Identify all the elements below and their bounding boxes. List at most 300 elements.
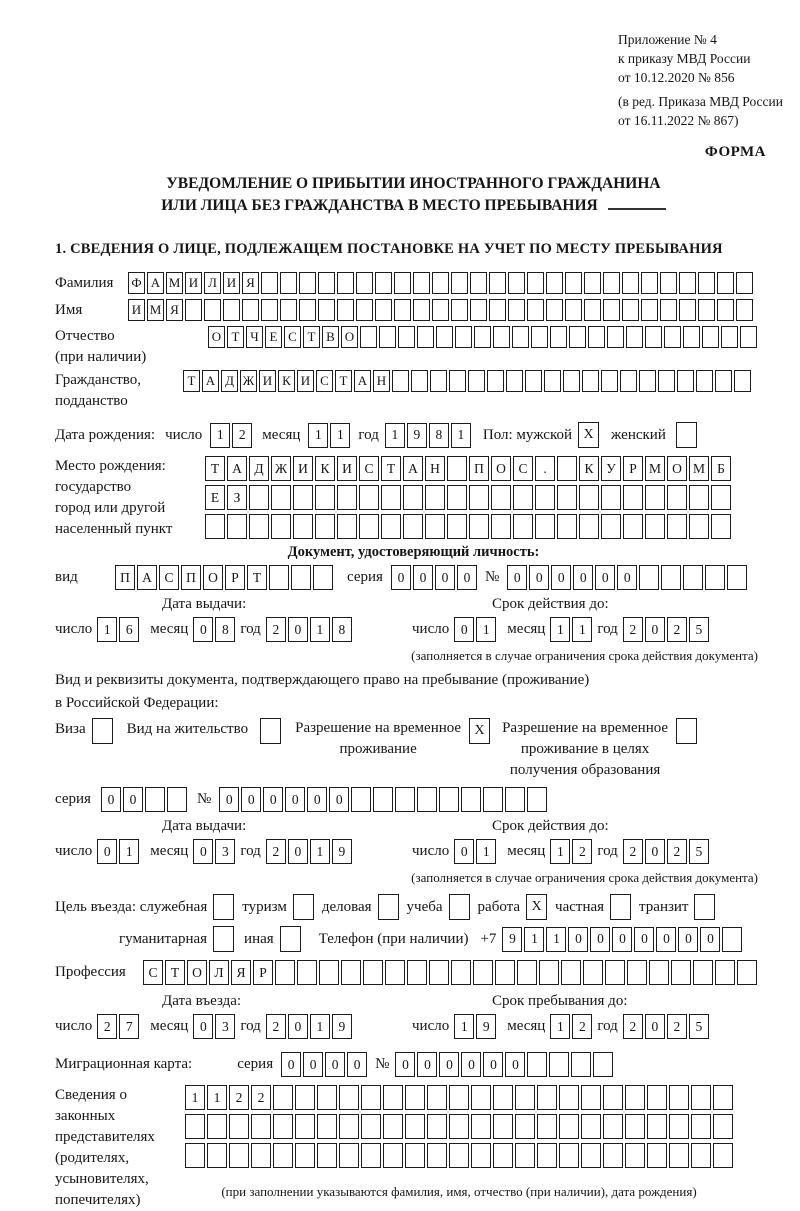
char-cell[interactable] <box>361 1114 381 1139</box>
char-cell[interactable] <box>469 514 489 539</box>
char-cell[interactable] <box>669 1143 689 1168</box>
char-cell[interactable]: 0 <box>193 617 213 642</box>
char-cell[interactable] <box>669 1114 689 1139</box>
char-cell[interactable]: Т <box>335 370 352 392</box>
char-cell[interactable] <box>549 1052 569 1077</box>
char-cell[interactable]: И <box>293 456 313 481</box>
char-cell[interactable] <box>493 326 510 348</box>
char-cell[interactable]: 0 <box>457 565 477 590</box>
char-cell[interactable]: 0 <box>590 927 610 952</box>
char-cell[interactable] <box>603 1114 623 1139</box>
char-cell[interactable]: 0 <box>391 565 411 590</box>
char-cell[interactable] <box>315 485 335 510</box>
char-cell[interactable] <box>721 326 738 348</box>
char-cell[interactable]: 0 <box>219 787 239 812</box>
char-cell[interactable] <box>667 514 687 539</box>
char-cell[interactable] <box>722 927 742 952</box>
char-cell[interactable] <box>557 514 577 539</box>
checkbox-cell[interactable] <box>610 894 631 920</box>
char-cell[interactable] <box>565 272 582 294</box>
char-cell[interactable] <box>204 299 221 321</box>
char-cell[interactable] <box>427 1085 447 1110</box>
char-cell[interactable] <box>493 1114 513 1139</box>
char-cell[interactable] <box>679 299 696 321</box>
char-cell[interactable] <box>683 326 700 348</box>
char-cell[interactable] <box>470 272 487 294</box>
char-cell[interactable] <box>383 1085 403 1110</box>
char-cell[interactable] <box>713 1085 733 1110</box>
char-cell[interactable] <box>339 1085 359 1110</box>
checkbox-cell[interactable] <box>449 894 470 920</box>
char-cell[interactable] <box>493 1085 513 1110</box>
char-cell[interactable] <box>647 1143 667 1168</box>
char-cell[interactable] <box>405 1143 425 1168</box>
char-cell[interactable] <box>601 514 621 539</box>
char-cell[interactable]: М <box>166 272 183 294</box>
char-cell[interactable] <box>625 1143 645 1168</box>
char-cell[interactable] <box>645 485 665 510</box>
char-cell[interactable] <box>493 1143 513 1168</box>
char-cell[interactable] <box>356 272 373 294</box>
char-cell[interactable]: Я <box>166 299 183 321</box>
char-cell[interactable] <box>557 456 577 481</box>
char-cell[interactable] <box>702 326 719 348</box>
char-cell[interactable]: 9 <box>332 839 352 864</box>
char-cell[interactable] <box>185 1143 205 1168</box>
char-cell[interactable] <box>271 514 291 539</box>
char-cell[interactable] <box>271 485 291 510</box>
char-cell[interactable] <box>537 1114 557 1139</box>
char-cell[interactable] <box>261 272 278 294</box>
char-cell[interactable] <box>398 326 415 348</box>
char-cell[interactable]: 0 <box>347 1052 367 1077</box>
char-cell[interactable]: А <box>227 456 247 481</box>
char-cell[interactable]: Д <box>221 370 238 392</box>
char-cell[interactable] <box>689 514 709 539</box>
char-cell[interactable] <box>715 960 735 985</box>
char-cell[interactable] <box>145 787 165 812</box>
char-cell[interactable] <box>623 514 643 539</box>
char-cell[interactable] <box>461 787 481 812</box>
char-cell[interactable] <box>381 514 401 539</box>
char-cell[interactable]: 0 <box>303 1052 323 1077</box>
char-cell[interactable] <box>622 272 639 294</box>
char-cell[interactable] <box>515 1143 535 1168</box>
char-cell[interactable] <box>339 1143 359 1168</box>
char-cell[interactable] <box>537 1143 557 1168</box>
char-cell[interactable] <box>508 299 525 321</box>
char-cell[interactable] <box>711 485 731 510</box>
char-cell[interactable] <box>691 1085 711 1110</box>
char-cell[interactable] <box>525 370 542 392</box>
char-cell[interactable]: 0 <box>617 565 637 590</box>
char-cell[interactable]: 3 <box>215 839 235 864</box>
char-cell[interactable]: 2 <box>229 1085 249 1110</box>
char-cell[interactable]: 0 <box>551 565 571 590</box>
char-cell[interactable] <box>581 1114 601 1139</box>
char-cell[interactable]: М <box>689 456 709 481</box>
char-cell[interactable]: 9 <box>407 423 427 448</box>
char-cell[interactable] <box>581 1085 601 1110</box>
char-cell[interactable]: О <box>667 456 687 481</box>
char-cell[interactable]: 2 <box>251 1085 271 1110</box>
char-cell[interactable] <box>432 272 449 294</box>
char-cell[interactable]: 5 <box>689 839 709 864</box>
char-cell[interactable]: С <box>284 326 301 348</box>
char-cell[interactable] <box>641 299 658 321</box>
char-cell[interactable]: И <box>185 272 202 294</box>
char-cell[interactable] <box>425 514 445 539</box>
char-cell[interactable] <box>317 1143 337 1168</box>
char-cell[interactable]: Т <box>183 370 200 392</box>
char-cell[interactable] <box>669 1085 689 1110</box>
char-cell[interactable]: 1 <box>454 1014 474 1039</box>
char-cell[interactable] <box>451 272 468 294</box>
char-cell[interactable]: 2 <box>667 839 687 864</box>
char-cell[interactable]: Р <box>623 456 643 481</box>
char-cell[interactable] <box>381 485 401 510</box>
char-cell[interactable]: Б <box>711 456 731 481</box>
char-cell[interactable] <box>205 514 225 539</box>
char-cell[interactable]: А <box>137 565 157 590</box>
char-cell[interactable]: 0 <box>656 927 676 952</box>
char-cell[interactable]: . <box>535 456 555 481</box>
char-cell[interactable]: 1 <box>524 927 544 952</box>
char-cell[interactable] <box>622 299 639 321</box>
checkbox-cell[interactable] <box>280 926 301 952</box>
char-cell[interactable] <box>273 1114 293 1139</box>
char-cell[interactable]: 2 <box>266 1014 286 1039</box>
char-cell[interactable] <box>626 326 643 348</box>
char-cell[interactable] <box>223 299 240 321</box>
char-cell[interactable] <box>506 370 523 392</box>
char-cell[interactable] <box>491 485 511 510</box>
char-cell[interactable] <box>269 565 289 590</box>
char-cell[interactable] <box>351 787 371 812</box>
char-cell[interactable]: А <box>354 370 371 392</box>
char-cell[interactable]: И <box>259 370 276 392</box>
char-cell[interactable]: А <box>147 272 164 294</box>
char-cell[interactable] <box>273 1143 293 1168</box>
char-cell[interactable]: 1 <box>451 423 471 448</box>
char-cell[interactable]: 0 <box>263 787 283 812</box>
checkbox-cell[interactable] <box>676 718 697 744</box>
char-cell[interactable] <box>658 370 675 392</box>
char-cell[interactable] <box>565 299 582 321</box>
char-cell[interactable] <box>447 456 467 481</box>
char-cell[interactable] <box>469 485 489 510</box>
char-cell[interactable] <box>645 326 662 348</box>
char-cell[interactable] <box>557 485 577 510</box>
char-cell[interactable] <box>474 326 491 348</box>
char-cell[interactable] <box>664 326 681 348</box>
char-cell[interactable]: 0 <box>439 1052 459 1077</box>
char-cell[interactable] <box>337 514 357 539</box>
char-cell[interactable] <box>411 370 428 392</box>
char-cell[interactable]: Е <box>265 326 282 348</box>
char-cell[interactable] <box>713 1143 733 1168</box>
char-cell[interactable] <box>734 370 751 392</box>
char-cell[interactable]: 1 <box>185 1085 205 1110</box>
char-cell[interactable] <box>601 370 618 392</box>
char-cell[interactable] <box>677 370 694 392</box>
char-cell[interactable] <box>740 326 757 348</box>
char-cell[interactable] <box>539 960 559 985</box>
char-cell[interactable]: 0 <box>395 1052 415 1077</box>
char-cell[interactable] <box>527 1052 547 1077</box>
char-cell[interactable]: 1 <box>385 423 405 448</box>
char-cell[interactable] <box>546 272 563 294</box>
char-cell[interactable]: Т <box>247 565 267 590</box>
char-cell[interactable] <box>361 1085 381 1110</box>
char-cell[interactable] <box>251 1143 271 1168</box>
char-cell[interactable]: 2 <box>97 1014 117 1039</box>
char-cell[interactable] <box>356 299 373 321</box>
char-cell[interactable] <box>727 565 747 590</box>
char-cell[interactable] <box>691 1114 711 1139</box>
char-cell[interactable] <box>487 370 504 392</box>
char-cell[interactable] <box>297 960 317 985</box>
checkbox-cell[interactable] <box>293 894 314 920</box>
char-cell[interactable]: 0 <box>329 787 349 812</box>
char-cell[interactable]: 0 <box>568 927 588 952</box>
char-cell[interactable] <box>403 514 423 539</box>
char-cell[interactable] <box>582 370 599 392</box>
char-cell[interactable]: 1 <box>550 617 570 642</box>
char-cell[interactable] <box>489 272 506 294</box>
char-cell[interactable] <box>359 485 379 510</box>
char-cell[interactable] <box>512 326 529 348</box>
char-cell[interactable] <box>698 299 715 321</box>
char-cell[interactable]: 1 <box>572 617 592 642</box>
char-cell[interactable]: 2 <box>232 423 252 448</box>
char-cell[interactable] <box>207 1143 227 1168</box>
char-cell[interactable] <box>185 1114 205 1139</box>
checkbox-cell[interactable] <box>378 894 399 920</box>
char-cell[interactable] <box>167 787 187 812</box>
char-cell[interactable]: П <box>115 565 135 590</box>
char-cell[interactable]: П <box>469 456 489 481</box>
char-cell[interactable] <box>705 565 725 590</box>
char-cell[interactable] <box>546 299 563 321</box>
char-cell[interactable] <box>584 272 601 294</box>
char-cell[interactable] <box>515 1085 535 1110</box>
char-cell[interactable]: О <box>341 326 358 348</box>
char-cell[interactable] <box>623 485 643 510</box>
char-cell[interactable] <box>295 1143 315 1168</box>
char-cell[interactable] <box>667 485 687 510</box>
char-cell[interactable]: 0 <box>634 927 654 952</box>
char-cell[interactable]: 1 <box>546 927 566 952</box>
char-cell[interactable]: 1 <box>310 1014 330 1039</box>
char-cell[interactable] <box>660 272 677 294</box>
char-cell[interactable] <box>603 1085 623 1110</box>
char-cell[interactable] <box>275 960 295 985</box>
char-cell[interactable]: 0 <box>417 1052 437 1077</box>
char-cell[interactable]: 0 <box>123 787 143 812</box>
char-cell[interactable] <box>392 370 409 392</box>
char-cell[interactable]: 1 <box>207 1085 227 1110</box>
char-cell[interactable] <box>559 1114 579 1139</box>
char-cell[interactable] <box>550 326 567 348</box>
char-cell[interactable] <box>515 1114 535 1139</box>
char-cell[interactable] <box>471 1143 491 1168</box>
char-cell[interactable] <box>583 960 603 985</box>
char-cell[interactable] <box>315 514 335 539</box>
char-cell[interactable]: 1 <box>97 617 117 642</box>
char-cell[interactable]: 0 <box>507 565 527 590</box>
char-cell[interactable] <box>468 370 485 392</box>
char-cell[interactable] <box>319 960 339 985</box>
char-cell[interactable] <box>689 485 709 510</box>
char-cell[interactable]: 0 <box>325 1052 345 1077</box>
char-cell[interactable] <box>451 299 468 321</box>
char-cell[interactable] <box>535 514 555 539</box>
char-cell[interactable] <box>527 787 547 812</box>
char-cell[interactable]: 0 <box>307 787 327 812</box>
char-cell[interactable] <box>249 485 269 510</box>
char-cell[interactable]: Ж <box>271 456 291 481</box>
char-cell[interactable] <box>417 787 437 812</box>
char-cell[interactable] <box>449 370 466 392</box>
char-cell[interactable]: И <box>223 272 240 294</box>
char-cell[interactable]: 0 <box>678 927 698 952</box>
char-cell[interactable] <box>455 326 472 348</box>
char-cell[interactable] <box>295 1114 315 1139</box>
char-cell[interactable]: 0 <box>461 1052 481 1077</box>
char-cell[interactable] <box>341 960 361 985</box>
checkbox-cell[interactable] <box>694 894 715 920</box>
char-cell[interactable] <box>317 1114 337 1139</box>
char-cell[interactable] <box>413 272 430 294</box>
char-cell[interactable] <box>679 272 696 294</box>
char-cell[interactable]: 8 <box>332 617 352 642</box>
char-cell[interactable] <box>229 1143 249 1168</box>
checkbox-cell[interactable]: X <box>526 894 547 920</box>
char-cell[interactable] <box>584 299 601 321</box>
char-cell[interactable] <box>698 272 715 294</box>
char-cell[interactable]: Т <box>205 456 225 481</box>
char-cell[interactable]: 0 <box>505 1052 525 1077</box>
char-cell[interactable]: И <box>337 456 357 481</box>
char-cell[interactable] <box>251 1114 271 1139</box>
char-cell[interactable]: О <box>187 960 207 985</box>
char-cell[interactable]: 2 <box>572 839 592 864</box>
char-cell[interactable] <box>660 299 677 321</box>
char-cell[interactable] <box>713 1114 733 1139</box>
char-cell[interactable] <box>531 326 548 348</box>
char-cell[interactable] <box>588 326 605 348</box>
char-cell[interactable] <box>436 326 453 348</box>
char-cell[interactable] <box>647 1114 667 1139</box>
char-cell[interactable] <box>405 1114 425 1139</box>
char-cell[interactable] <box>407 960 427 985</box>
char-cell[interactable]: С <box>513 456 533 481</box>
char-cell[interactable]: С <box>316 370 333 392</box>
checkbox-cell[interactable] <box>213 894 234 920</box>
char-cell[interactable] <box>593 1052 613 1077</box>
char-cell[interactable] <box>207 1114 227 1139</box>
checkbox-cell[interactable] <box>676 422 697 448</box>
char-cell[interactable] <box>645 514 665 539</box>
char-cell[interactable]: Д <box>249 456 269 481</box>
char-cell[interactable] <box>405 1085 425 1110</box>
char-cell[interactable]: 2 <box>623 1014 643 1039</box>
checkbox-cell[interactable]: X <box>469 718 490 744</box>
char-cell[interactable] <box>691 1143 711 1168</box>
char-cell[interactable] <box>625 1114 645 1139</box>
char-cell[interactable]: Ф <box>128 272 145 294</box>
char-cell[interactable] <box>491 514 511 539</box>
char-cell[interactable] <box>639 370 656 392</box>
char-cell[interactable]: 1 <box>476 617 496 642</box>
char-cell[interactable] <box>471 1085 491 1110</box>
char-cell[interactable] <box>432 299 449 321</box>
char-cell[interactable]: 1 <box>119 839 139 864</box>
char-cell[interactable]: 1 <box>550 1014 570 1039</box>
char-cell[interactable] <box>449 1114 469 1139</box>
char-cell[interactable] <box>293 485 313 510</box>
char-cell[interactable]: 1 <box>308 423 328 448</box>
char-cell[interactable] <box>473 960 493 985</box>
char-cell[interactable] <box>375 299 392 321</box>
char-cell[interactable] <box>337 485 357 510</box>
char-cell[interactable] <box>242 299 259 321</box>
char-cell[interactable]: 0 <box>413 565 433 590</box>
char-cell[interactable]: К <box>579 456 599 481</box>
char-cell[interactable]: 2 <box>266 617 286 642</box>
char-cell[interactable] <box>683 565 703 590</box>
char-cell[interactable] <box>229 1114 249 1139</box>
char-cell[interactable] <box>715 370 732 392</box>
char-cell[interactable] <box>620 370 637 392</box>
char-cell[interactable] <box>736 272 753 294</box>
char-cell[interactable] <box>337 272 354 294</box>
char-cell[interactable]: 0 <box>645 1014 665 1039</box>
char-cell[interactable]: 6 <box>119 617 139 642</box>
char-cell[interactable] <box>359 514 379 539</box>
char-cell[interactable] <box>607 326 624 348</box>
char-cell[interactable] <box>625 1085 645 1110</box>
char-cell[interactable]: В <box>322 326 339 348</box>
char-cell[interactable]: 0 <box>483 1052 503 1077</box>
char-cell[interactable]: Т <box>303 326 320 348</box>
char-cell[interactable] <box>429 960 449 985</box>
char-cell[interactable]: 0 <box>573 565 593 590</box>
char-cell[interactable] <box>601 485 621 510</box>
char-cell[interactable]: Е <box>205 485 225 510</box>
char-cell[interactable]: Л <box>204 272 221 294</box>
char-cell[interactable] <box>427 1143 447 1168</box>
char-cell[interactable]: А <box>403 456 423 481</box>
char-cell[interactable]: Т <box>227 326 244 348</box>
char-cell[interactable]: Т <box>381 456 401 481</box>
char-cell[interactable]: Т <box>165 960 185 985</box>
char-cell[interactable]: 0 <box>435 565 455 590</box>
char-cell[interactable]: И <box>297 370 314 392</box>
char-cell[interactable]: 0 <box>193 1014 213 1039</box>
char-cell[interactable] <box>527 272 544 294</box>
char-cell[interactable] <box>299 272 316 294</box>
char-cell[interactable] <box>291 565 311 590</box>
char-cell[interactable] <box>563 370 580 392</box>
char-cell[interactable] <box>449 1085 469 1110</box>
char-cell[interactable]: 5 <box>689 617 709 642</box>
char-cell[interactable]: 1 <box>210 423 230 448</box>
char-cell[interactable]: 0 <box>700 927 720 952</box>
char-cell[interactable] <box>605 960 625 985</box>
char-cell[interactable]: 1 <box>550 839 570 864</box>
